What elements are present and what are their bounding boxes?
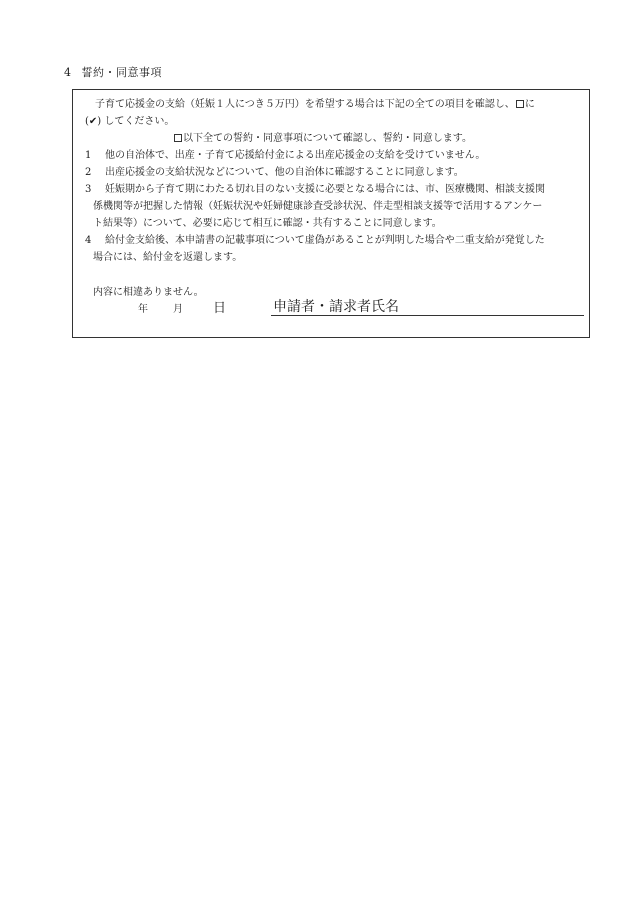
intro-text-before-checkbox: 子育て応援金の支給（妊娠１人につき５万円）を希望する場合は下記の全ての項目を確認し、 [95,99,515,110]
pledge-item-number: 4 [85,235,92,246]
checkbox-icon [516,100,524,108]
no-error-statement: 内容に相違ありません。 [93,287,204,298]
confirm-all-label: 以下全ての誓約・同意事項について確認し、誓約・同意します。 [183,133,472,144]
pledge-item-text: 出産応援金の支給状況などについて、他の自治体に確認することに同意します。 [105,167,464,178]
date-month-label: 月 [173,304,183,315]
pledge-item-3-continued: ト結果等）について、必要に応じて相互に確認・共有することに同意します。 [93,218,442,229]
intro-line-1 [95,99,535,111]
pledge-item-3 [85,184,545,196]
date-day-label: 日 [213,301,227,316]
pledge-item-4-continued: 場合には、給付金を返還します。 [93,252,243,263]
pledge-item-text: 給付金支給後、本申請書の記載事項について虚偽があることが判明した場合や二重支給が発覚した [105,235,545,246]
intro-text-after-checkbox: に [524,99,535,110]
pledge-item-4 [85,235,545,247]
signature-line[interactable] [271,315,584,316]
confirm-all-checkbox[interactable] [174,134,182,142]
confirm-all-row [173,133,472,145]
date-signature-row [73,296,589,314]
section-heading [64,64,162,80]
pledge-item-1 [85,150,485,162]
pledge-item-number: 2 [85,167,92,178]
agreement-box [72,89,590,338]
section-title: 誓約・同意事項 [81,66,162,79]
date-year-label: 年 [138,304,148,315]
pledge-item-number: 3 [85,184,92,195]
pledge-item-number: 1 [85,150,92,161]
pledge-item-text: 妊娠期から子育て期にわたる切れ目のない支援に必要となる場合には、市、医療機関、相談支援関 [105,184,545,195]
pledge-item-text: 他の自治体で、出産・子育て応援給付金による出産応援金の支給を受けていません。 [105,150,486,161]
section-number: 4 [64,66,72,79]
pledge-item-3-continued: 係機関等が把握した情報（妊娠状況や妊婦健康診査受診状況、伴走型相談支援等で活用するアンケー [93,201,543,212]
intro-line-2: (✔) してください。 [85,116,175,127]
signature-label: 申請者・請求者氏名 [273,299,399,315]
pledge-item-2 [85,167,464,179]
